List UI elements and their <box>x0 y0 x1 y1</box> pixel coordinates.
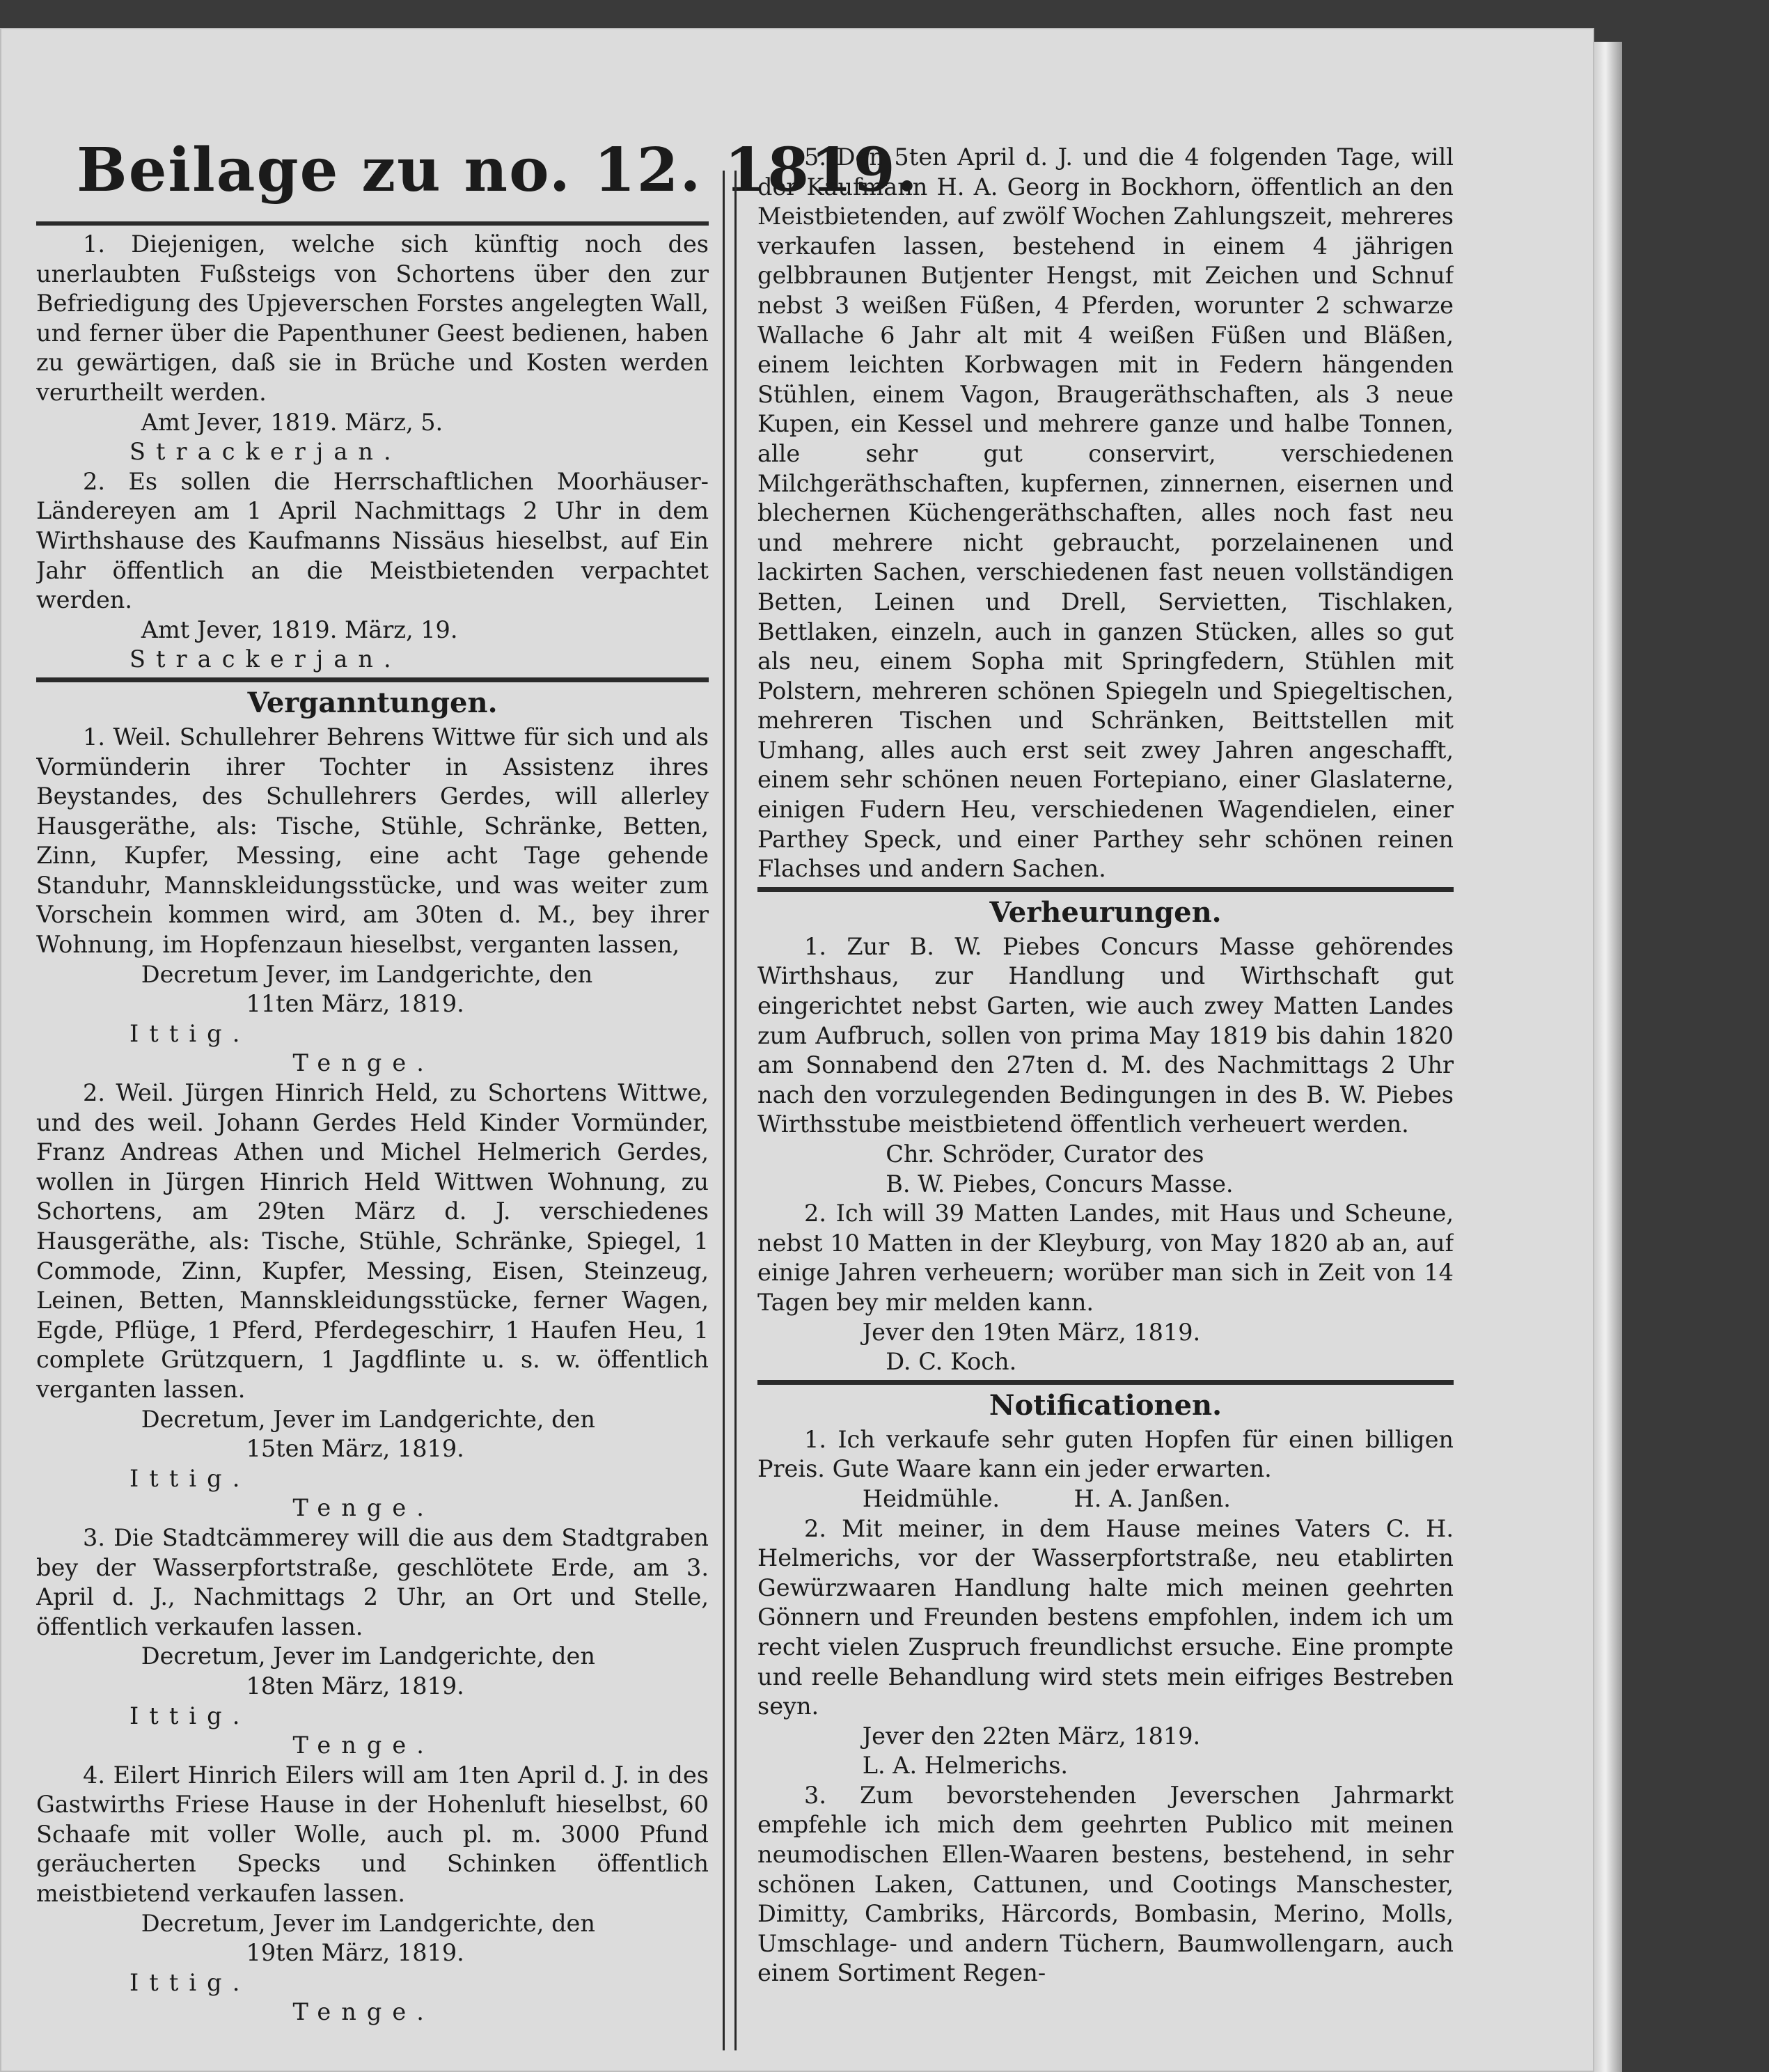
notification-2-signature: L. A. Helmerichs. <box>862 1752 1069 1780</box>
notice-2: 2. Es sollen die Herrschaftlichen Moorhäuser-Ländereyen am 1 April Nachmittags 2 Uhr in dem Wirthshause des Kaufmanns Nissäus hieselbst, auf Ein Jahr öffentlich an die Meistbietenden verpachtet werden. <box>36 467 709 614</box>
notice-2-date: Amt Jever, 1819. März, 19. <box>141 615 458 643</box>
auction-2-signature-b: Tenge. <box>292 1494 435 1522</box>
notice-2-signature: Strackerjan. <box>129 645 402 673</box>
auction-4-signature-b: Tenge. <box>292 1998 435 2026</box>
rental-1-signature-a: Chr. Schröder, Curator des <box>886 1140 1204 1168</box>
left-column <box>36 230 709 2061</box>
auction-5: 5. Den 5ten April d. J. und die 4 folgenden Tage, will der Kaufmann H. A. Georg in Bockhorn, öffentlich an den Meistbietenden, auf zwölf Wochen Zahlungszeit, mehreres verkaufen lassen, bestehend in einem 4 jährigen gelbbraunen Butjenter Hengst, mit Zeichen und Schnuf nebst 3 weißen Füßen, 4 Pferden, worunter 2 schwarze Wallache 6 Jahr alt mit 4 weißen Füßen und Bläßen, einem leichten Korbwagen mit in Federn hängenden Stühlen, einem Vagon, Braugeräthschaften, als 3 neue Kupen, ein Kessel und mehrere ganze und halbe Tonnen, alle sehr gut conservirt, verschiedenen Milchgeräthschaften, kupfernen, zinnernen, eisernen und blechernen Küchengeräthschaften, alles noch fast neu und mehrere nicht gebraucht, porzelainenen und lackirten Sachen, verschiedenen fast neuen vollständigen Betten, Leinen und Drell, Servietten, Tischlaken, Bettlaken, einzeln, auch in ganzen Stücken, alles so gut als neu, einem Sopha mit Springfedern, Stühlen mit Polstern, mehreren schönen Spiegeln und Spiegeltischen, mehreren Tischen und Schränken, Beittstellen mit Umhang, alles auch erst seit zwey Jahren angeschafft, einem sehr schönen neuen Fortepiano, einer Glaslaterne, einigen Fudern Heu, verschiedenen Wagendielen, einer Parthey Speck, und einer Parthey sehr schönen reinen Flachses und andern Sachen. <box>757 143 1454 883</box>
notification-1-signature: Heidmühle. H. A. Janßen. <box>862 1484 1231 1512</box>
auction-2-decretum: Decretum, Jever im Landgerichte, den <box>141 1405 595 1433</box>
auction-1: 1. Weil. Schullehrer Behrens Wittwe für sich und als Vormünderin ihrer Tochter in Assistenz ihres Beystandes, des Schullehrers Gerdes, will allerley Hausgeräthe, als: Tische, Stühle, Schränke, Betten, Zinn, Kupfer, Messing, eine acht Tage gehende Standuhr, Mannskleidungsstücke, und was weiter zum Vorschein kommen wird, am 30ten d. M., bey ihrer Wohnung, im Hopfenzaun hieselbst, verganten lassen, <box>36 723 709 959</box>
auction-3-decretum: Decretum, Jever im Landgerichte, den <box>141 1642 595 1670</box>
notice-1-signature: Strackerjan. <box>129 438 402 466</box>
masthead-rule <box>36 221 709 226</box>
section-rule <box>757 1380 1454 1385</box>
column-divider <box>723 171 737 2050</box>
notice-1-date: Amt Jever, 1819. März, 5. <box>141 408 443 436</box>
notification-2-date: Jever den 22ten März, 1819. <box>862 1722 1201 1750</box>
notice-1: 1. Diejenigen, welche sich künftig noch des unerlaubten Fußsteigs von Schortens über den zur Befriedigung des Upjeverschen Forstes angelegten Wall, und ferner über die Papenthuner Geest bedienen, haben zu gewärtigen, daß sie in Brüche und Kosten werden verurtheilt werden. <box>36 230 709 406</box>
auction-4-date: 19ten März, 1819. <box>246 1939 464 1967</box>
right-column <box>757 143 1454 2064</box>
auction-4-decretum: Decretum, Jever im Landgerichte, den <box>141 1909 595 1937</box>
section-rule <box>36 677 709 682</box>
auction-2-date: 15ten März, 1819. <box>246 1435 464 1463</box>
rental-1: 1. Zur B. W. Piebes Concurs Masse gehörendes Wirthshaus, zur Handlung und Wirthschaft gut eingerichtet nebst Garten, wie auch zwey Matten Landes zum Aufbruch, sollen von prima May 1819 bis dahin 1820 am Sonnabend den 27ten d. M. des Nachmittags 2 Uhr nach den vorzulegenden Bedingungen in des B. W. Piebes Wirthsstube meistbietend öffentlich verheuert werden. <box>757 932 1454 1138</box>
auction-3-signature-a: Ittig. <box>129 1702 251 1729</box>
auction-2: 2. Weil. Jürgen Hinrich Held, zu Schortens Wittwe, und des weil. Johann Gerdes Held Kinder Vormünder, Franz Andreas Athen und Michel Helmerich Gerdes, wollen in Jürgen Hinrich Held Wittwen Wohnung, zu Schortens, am 29ten März d. J. verschiedenes Hausgeräthe, als: Tische, Stühle, Schränke, Spiegel, 1 Commode, Zinn, Kupfer, Messing, Eisen, Steinzeug, Leinen, Betten, Mannskleidungsstücke, ferner Wagen, Egde, Pflüge, 1 Pferd, Pferdegeschirr, 1 Haufen Heu, 1 complete Grützquern, 1 Jagdflinte u. s. w. öffentlich verganten lassen. <box>36 1079 709 1403</box>
notification-2: 2. Mit meiner, in dem Hause meines Vaters C. H. Helmerichs, vor der Wasserpfortstraße, neu etablirten Gewürzwaaren Handlung halte mich meinen geehrten Gönnern und Freunden bestens empfohlen, indem ich um recht vielen Zuspruch freundlichst ersuche. Eine prompte und reelle Behandlung wird stets mein eifriges Bestreben seyn. <box>757 1514 1454 1720</box>
rental-1-signature-b: B. W. Piebes, Concurs Masse. <box>886 1170 1234 1198</box>
rental-2: 2. Ich will 39 Matten Landes, mit Haus und Scheune, nebst 10 Matten in der Kleyburg, von May 1820 ab an, auf einige Jahren verheuern; worüber man sich in Zeit von 14 Tagen bey mir melden kann. <box>757 1200 1454 1316</box>
section-rule <box>757 887 1454 892</box>
auction-4: 4. Eilert Hinrich Eilers will am 1ten April d. J. in des Gastwirths Friese Hause in der Hohenluft hieselbst, 60 Schaafe mit voller Wolle, auch pl. m. 3000 Pfund geräucherten Specks und Schinken öffentlich meistbietend verkaufen lassen. <box>36 1761 709 1908</box>
auction-3: 3. Die Stadtcämmerey will die aus dem Stadtgraben bey der Wasserpfortstraße, geschlötete Erde, am 3. April d. J., Nachmittags 2 Uhr, an Ort und Stelle, öffentlich verkaufen lassen. <box>36 1523 709 1640</box>
page-edge <box>1594 42 1622 2072</box>
auction-3-date: 18ten März, 1819. <box>246 1672 464 1700</box>
auction-1-date: 11ten März, 1819. <box>246 990 464 1018</box>
auction-4-signature-a: Ittig. <box>129 1968 251 1996</box>
rental-2-date: Jever den 19ten März, 1819. <box>862 1318 1201 1346</box>
rental-2-signature: D. C. Koch. <box>886 1348 1017 1376</box>
notification-3: 3. Zum bevorstehenden Jeverschen Jahrmarkt empfehle ich mich dem geehrten Publico mit meinen neumodischen Ellen-Waaren bestens, bestehend, in sehr schönen Laken, Cattunen, und Cootings Manschester, Dimitty, Cambriks, Härcords, Bombasin, Merino, Molls, Umschlage- und andern Tüchern, Baumwollengarn, auch einem Sortiment Regen- <box>757 1781 1454 1987</box>
auction-1-signature-b: Tenge. <box>292 1049 435 1077</box>
auction-2-signature-a: Ittig. <box>129 1464 251 1492</box>
section-heading-verganntungen: Verganntungen. <box>247 686 498 719</box>
section-heading-verheurungen: Verheurungen. <box>989 895 1222 929</box>
auction-1-signature-a: Ittig. <box>129 1019 251 1047</box>
notification-1: 1. Ich verkaufe sehr guten Hopfen für einen billigen Preis. Gute Waare kann ein jeder erwarten. <box>757 1425 1454 1483</box>
masthead-title: Beilage zu no. 12. 1819. <box>77 135 919 205</box>
auction-3-signature-b: Tenge. <box>292 1732 435 1759</box>
auction-1-decretum: Decretum Jever, im Landgerichte, den <box>141 960 593 988</box>
section-heading-notificationen: Notificationen. <box>989 1388 1222 1422</box>
